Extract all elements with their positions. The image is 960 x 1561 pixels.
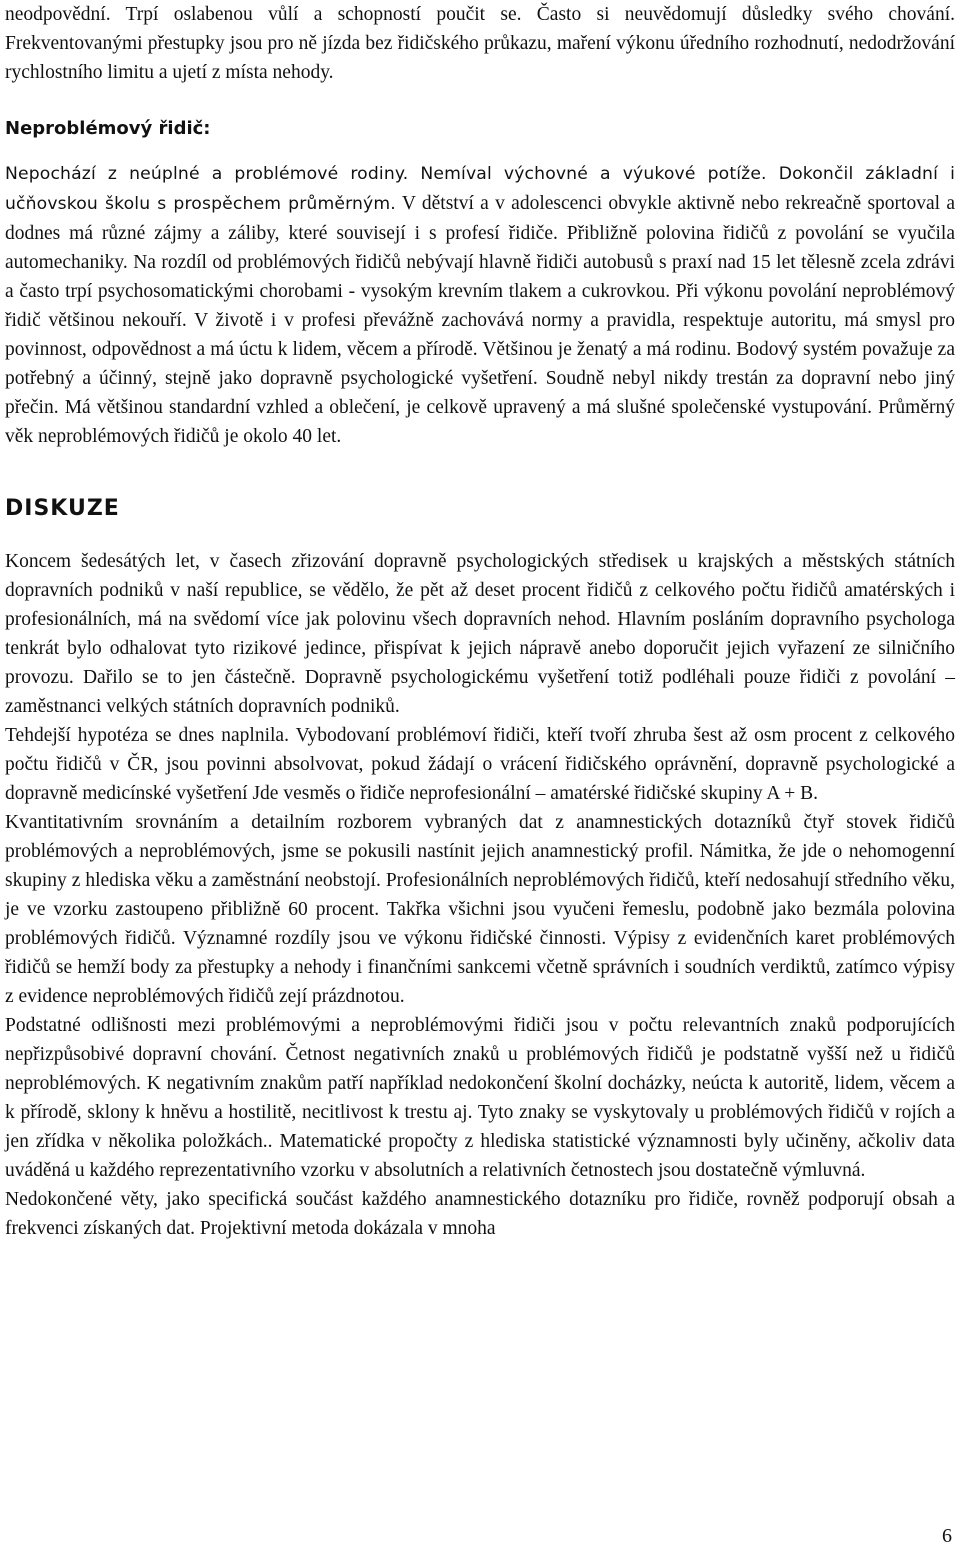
- discussion-paragraph-2: Tehdejší hypotéza se dnes naplnila. Vybodovaní problémoví řidiči, kteří tvoří zhruba šest až osm procent z celkového počtu řidičů v ČR, jsou povinni absolvovat, pokud žádají o vrácení řidičského oprávnění, dopravně psychologické a dopravně medicínské vyšetření Jde vesměs o řidiče neprofesionální – amatérské řidičské skupiny A + B.: [5, 725, 955, 804]
- discussion-heading: DISKUZE: [5, 496, 120, 521]
- intro-paragraph: neodpovědní. Trpí oslabenou vůlí a schopností poučit se. Často si neuvědomují důsledky svého chování. Frekventovanými přestupky jsou pro ně jízda bez řidičského průkazu, maření výkonu úředního rozhodnutí, nedodržování rychlostního limitu a ujetí z místa nehody.: [5, 4, 955, 83]
- discussion-paragraph-4: Podstatné odlišnosti mezi problémovými a neproblémovými řidiči jsou v počtu relevantních znaků podporujících nepřizpůsobivé dopravní chování. Četnost negativních znaků u problémových řidičů je podstatně vyšší než u řidičů neproblémových. K negativním znakům patří například nedokončení školní docházky, neúcta k autoritě, lidem, věcem a k přírodě, sklony k hněvu a hostilitě, necitlivost k trestu aj. Tyto znaky se vyskytovaly u problémových řidičů v rojích a jen zřídka v několika položkách.. Matematické propočty z hlediska statistické významnosti byly učiněny, ačkoliv data uváděná u každého reprezentativního vzorku v absolutních a relativních četnostech jsou dostatečně výmluvná.: [5, 1015, 955, 1181]
- driver-profile-serif-text: V dětství a v adolescenci obvykle aktivně nebo rekreačně sportoval a dodnes má různé zájmy a záliby, které souvisejí i s profesí řidiče. Přibližně polovina řidičů z povolání se vyučila automechaniky. Na rozdíl od problémových řidičů nebývají hlavně řidiči autobusů s praxí nad 15 let tělesně zcela zdrávi a často trpí psychosomatickými chorobami - vysokým krevním tlakem a cukrovkou. Při výkonu povolání neproblémový řidič většinou nekouří. V životě i v profesi převážně zachovává normy a pravidla, respektuje autoritu, má smysl pro povinnost, odpovědnost a má úctu k lidem, věcem a přírodě. Většinou je ženatý a má rodinu. Bodový systém považuje za potřebný a účinný, stejně jako dopravně psychologické vyšetření. Soudně nebyl nikdy trestán za dopravní nebo jiný přečin. Má většinou standardní vzhled a oblečení, je celkově upravený a má slušné společenské vystupování. Průměrný věk neproblémových řidičů je okolo 40 let.: [5, 193, 955, 447]
- discussion-paragraph-1: Koncem šedesátých let, v časech zřizování dopravně psychologických středisek u krajských a městských státních dopravních podniků v naší republice, se vědělo, že pět až deset procent řidičů z celkového počtu řidičů amatérských i profesionálních, má na svědomí více jak polovinu všech dopravních nehod. Hlavním posláním dopravního psychologa tenkrát bylo odhalovat tyto rizikové jedince, přispívat k jejich nápravě anebo doporučit jejich vyřazení ze silničního provozu. Dařilo se to jen částečně. Dopravně psychologickému vyšetření totiž podléhali pouze řidiči z povolání – zaměstnanci velkých státních dopravních podniků.: [5, 551, 955, 717]
- discussion-paragraph-5: Nedokončené věty, jako specifická součást každého anamnestického dotazníku pro řidiče, rovněž podporují obsah a frekvenci získaných dat. Projektivní metoda dokázala v mnoha: [5, 1189, 955, 1239]
- driver-profile-sans-text: Nepochází z neúplné a problémové rodiny. Nemíval výchovné a výukové potíže. Dokončil základní i učňovskou školu s prospěchem průměrným.: [5, 164, 955, 214]
- page-number: 6: [942, 1525, 952, 1547]
- driver-profile-paragraph: [5, 159, 955, 451]
- discussion-paragraph-3: Kvantitativním srovnáním a detailním rozborem vybraných dat z anamnestických dotazníků čtyř stovek řidičů problémových a neproblémových, jsme se pokusili nastínit jejich anamnestický profil. Námitka, že jde o nehomogenní skupiny z hlediska věku a zaměstnání neobstojí. Profesionálních neproblémových řidičů, kteří nedosahují středního věku, je ve vzorku zastoupeno přibližně 60 procent. Takřka všichni jsou vyučeni řemeslu, podobně jako bezmála polovina problémových řidičů. Významné rozdíly jsou ve výkonu řidičské činnosti. Výpisy z evidenčních karet problémových řidičů se hemží body za přestupky a nehody i finančními sankcemi včetně správních i soudních verdiktů, zatímco výpisy z evidence neproblémových řidičů zejí prázdnotou.: [5, 812, 955, 1007]
- section-subheading: Neproblémový řidič:: [5, 118, 211, 139]
- document-page: [5, 0, 955, 1243]
